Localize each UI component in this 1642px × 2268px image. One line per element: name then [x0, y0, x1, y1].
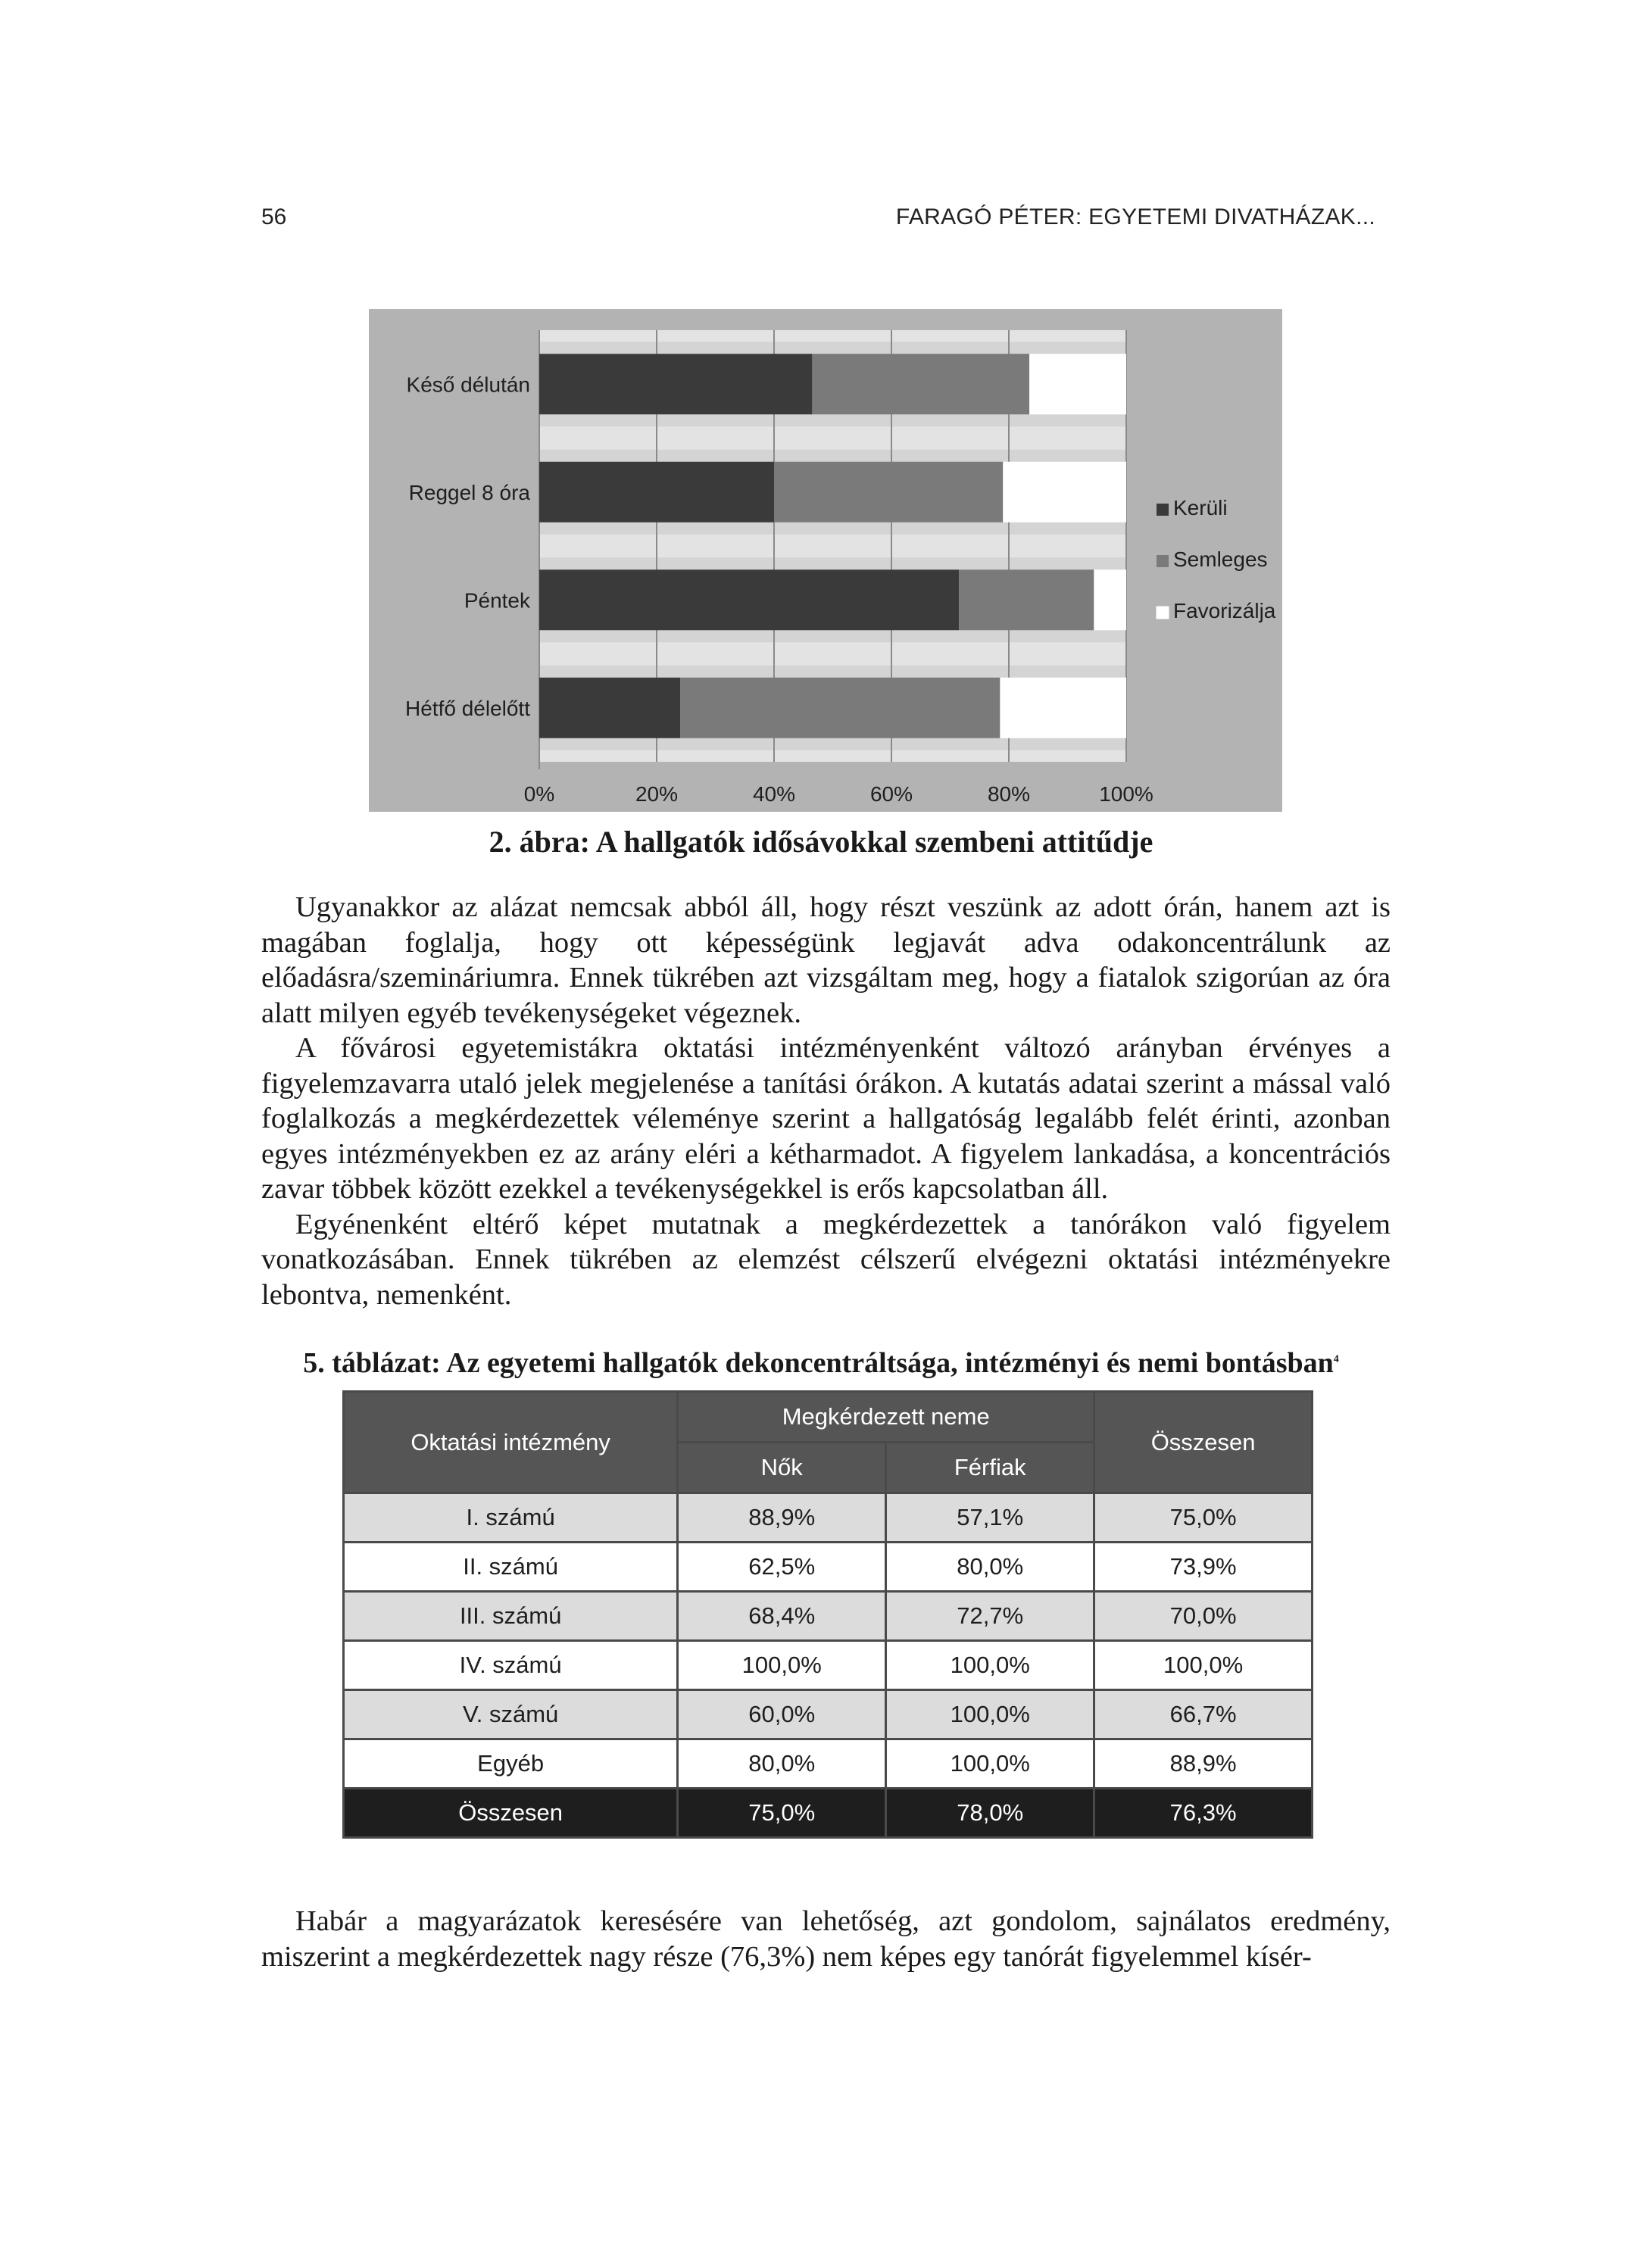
table-row	[344, 1543, 1313, 1592]
bar-segment	[1094, 569, 1126, 630]
stacked-bar-chart	[369, 309, 1282, 812]
table-cell: 80,0%	[886, 1543, 1094, 1592]
table-row	[344, 1641, 1313, 1690]
table-cell: IV. számú	[344, 1641, 678, 1690]
legend-swatch	[1157, 504, 1169, 516]
legend-label: Kerüli	[1173, 496, 1228, 519]
table-cell: 66,7%	[1094, 1690, 1313, 1739]
category-label: Péntek	[464, 588, 530, 613]
header-total: Összesen	[1094, 1392, 1313, 1493]
header-institution: Oktatási intézmény	[344, 1392, 678, 1493]
table-cell: II. számú	[344, 1543, 678, 1592]
table-row	[344, 1493, 1313, 1543]
category-label: Hétfő délelőtt	[405, 696, 530, 720]
table-cell: 62,5%	[678, 1543, 886, 1592]
table-cell: 73,9%	[1094, 1543, 1313, 1592]
x-tick-label: 100%	[1099, 782, 1153, 806]
bar-segment	[680, 678, 1000, 738]
bar-segment	[959, 569, 1094, 630]
bar-segment	[1003, 462, 1126, 523]
table-cell: 100,0%	[1094, 1641, 1313, 1690]
table-cell: V. számú	[344, 1690, 678, 1739]
header-women: Nők	[678, 1443, 886, 1493]
table-cell: 100,0%	[886, 1690, 1094, 1739]
bar-segment	[539, 569, 959, 630]
table-row	[344, 1690, 1313, 1739]
table-caption-footnote: 4	[1333, 1353, 1339, 1365]
table-cell: 72,7%	[886, 1592, 1094, 1641]
table-caption	[0, 1346, 1642, 1380]
category-label: Késő délután	[406, 373, 530, 397]
bar-segment	[539, 462, 774, 523]
paragraph: Egyénenként eltérő képet mutatnak a megkérdezettek a tanórákon való figyelem vonatkozásában. Ennek tükrében az elemzést célszerű elvégezni oktatási intézményekre lebontva, nemenként.	[261, 1208, 1391, 1311]
page-number: 56	[261, 204, 287, 229]
table-cell: 100,0%	[886, 1641, 1094, 1690]
category-label: Reggel 8 óra	[408, 480, 530, 504]
x-tick-label: 80%	[987, 782, 1031, 806]
table-cell: 80,0%	[678, 1739, 886, 1789]
bar-segment	[539, 678, 680, 738]
table-cell: Összesen	[344, 1789, 678, 1838]
table-total-row	[344, 1789, 1313, 1838]
x-tick-label: 20%	[635, 782, 679, 806]
body-text-top	[261, 890, 1391, 1312]
x-tick-label: 60%	[869, 782, 913, 806]
table-cell: 60,0%	[678, 1690, 886, 1739]
table-cell: 76,3%	[1094, 1789, 1313, 1838]
running-head: FARAGÓ PÉTER: EGYETEMI DIVATHÁZAK...	[895, 204, 1375, 229]
table-cell: 100,0%	[678, 1641, 886, 1690]
table-cell: 70,0%	[1094, 1592, 1313, 1641]
header-gender: Megkérdezett neme	[678, 1392, 1094, 1443]
x-tick-label: 40%	[752, 782, 796, 806]
table-row	[344, 1739, 1313, 1789]
figure-caption: 2. ábra: A hallgatók idősávokkal szembeni attitűdje	[489, 825, 1153, 859]
legend-swatch	[1157, 607, 1169, 619]
paragraph: Habár a magyarázatok keresésére van lehetőség, azt gondolom, sajnálatos eredmény, miszerint a megkérdezettek nagy része (76,3%) nem képes egy tanórát figyelemmel kísér-	[261, 1905, 1391, 1973]
bar-segment	[1000, 678, 1126, 738]
header-men: Férfiak	[886, 1443, 1094, 1493]
table-row	[344, 1592, 1313, 1641]
bar-segment	[1029, 354, 1126, 414]
legend-label: Favorizálja	[1173, 599, 1276, 622]
bar-segment	[812, 354, 1029, 414]
table-cell: 75,0%	[678, 1789, 886, 1838]
body-text-bottom	[261, 1904, 1391, 1974]
paragraph: Ugyanakkor az alázat nemcsak abból áll, hogy részt veszünk az adott órán, hanem azt is magában foglalja, hogy ott képességünk legjavát adva odakoncentrálunk az előadásra/szemináriumra. Ennek tükrében azt vizsgáltam meg, hogy a fiatalok szigorúan az óra alatt milyen egyéb tevékenységeket végeznek.	[261, 891, 1391, 1029]
table-caption-text: 5. táblázat: Az egyetemi hallgatók dekoncentráltsága, intézményi és nemi bontásban	[303, 1347, 1334, 1379]
bar-segment	[774, 462, 1003, 523]
table-cell: 75,0%	[1094, 1493, 1313, 1543]
table-cell: III. számú	[344, 1592, 678, 1641]
paragraph: A fővárosi egyetemistákra oktatási intézményenként változó arányban érvényes a figyelemzavarra utaló jelek megjelenése a tanítási órákon. A kutatás adatai szerint a mással való foglalkozás a megkérdezettek véleménye szerint a hallgatóság legalább felét érinti, azonban egyes intézményekben ez az arány eléri a kétharmadot. A figyelem lankadása, a koncentrációs zavar többek között ezekkel a tevékenységekkel is erős kapcsolatban áll.	[261, 1032, 1391, 1205]
table-cell: 57,1%	[886, 1493, 1094, 1543]
table-cell: 68,4%	[678, 1592, 886, 1641]
table-cell: 78,0%	[886, 1789, 1094, 1838]
legend-swatch	[1157, 555, 1169, 567]
legend-label: Semleges	[1173, 548, 1268, 571]
bar-segment	[539, 354, 812, 414]
table-cell: 100,0%	[886, 1739, 1094, 1789]
table-cell: I. számú	[344, 1493, 678, 1543]
x-tick-label: 0%	[523, 782, 555, 806]
table-cell: Egyéb	[344, 1739, 678, 1789]
results-table	[342, 1390, 1313, 1839]
table-cell: 88,9%	[678, 1493, 886, 1543]
table-cell: 88,9%	[1094, 1739, 1313, 1789]
